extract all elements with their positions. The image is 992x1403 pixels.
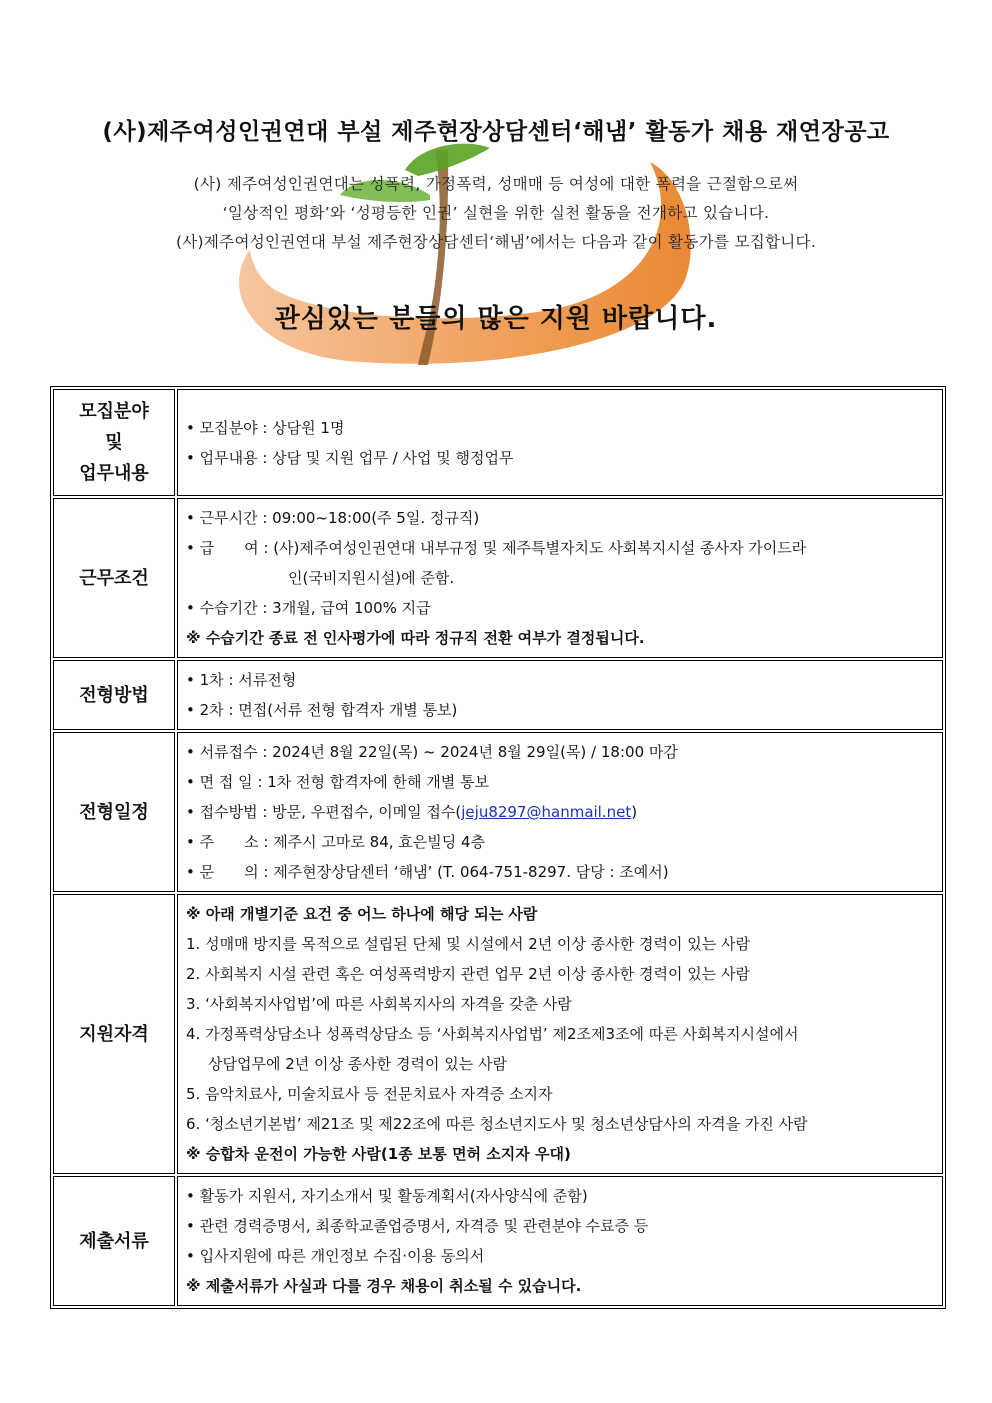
row-header-schedule: 전형일정 xyxy=(53,732,175,892)
header-line: 및 xyxy=(105,432,123,453)
table-row-method xyxy=(53,660,943,730)
list-item: • 근무시간 : 09:00~18:00(주 5일. 정규직) xyxy=(186,503,934,533)
list-item: • 모집분야 : 상담원 1명 xyxy=(186,413,934,443)
list-item-continuation: 인(국비지원시설)에 준함. xyxy=(288,569,455,587)
notice-text: ※ 제출서류가 사실과 다를 경우 채용이 취소될 수 있습니다. xyxy=(186,1277,582,1295)
email-link[interactable]: jeju8297@hanmail.net xyxy=(461,803,632,821)
table-row-documents xyxy=(53,1176,943,1306)
table-row-conditions xyxy=(53,498,943,658)
list-item xyxy=(186,797,934,827)
list-item: 6. ‘청소년기본법’ 제21조 및 제22조에 따른 청소년지도사 및 청소년상담사의 자격을 가진 사람 xyxy=(186,1115,808,1133)
list-item: • 주 소 : 제주시 고마로 84, 효은빌딩 4층 xyxy=(186,827,934,857)
headline: 관심있는 분들의 많은 지원 바랍니다. xyxy=(274,304,718,334)
list-item: • 수습기간 : 3개월, 급여 100% 지급 xyxy=(186,593,934,623)
intro-line: (사)제주여성인권연대 부설 제주현장상담센터‘해냄’에서는 다음과 같이 활동가를 모집합니다. xyxy=(175,233,817,251)
table-row-recruit xyxy=(53,389,943,496)
list-item: 4. 가정폭력상담소나 성폭력상담소 등 ‘사회복지사업법’ 제2조제3조에 따른 사회복지시설에서 xyxy=(186,1025,799,1043)
document-title: (사)제주여성인권연대 부설 제주현장상담센터‘해냄’ 활동가 채용 재연장공고 xyxy=(102,119,890,145)
row-body-documents xyxy=(177,1176,943,1306)
apply-method-suffix: ) xyxy=(631,803,638,821)
row-body-method xyxy=(177,660,943,730)
intro-text xyxy=(0,170,992,257)
row-header-recruit xyxy=(53,389,175,496)
apply-method-text: 접수방법 : 방문, 우편접수, 이메일 접수( xyxy=(199,803,462,821)
list-item: 3. ‘사회복지사업법’에 따른 사회복지사의 자격을 갖춘 사람 xyxy=(186,995,572,1013)
row-body-schedule xyxy=(177,732,943,892)
header-line: 업무내용 xyxy=(79,463,149,484)
list-item: • 관련 경력증명서, 최종학교졸업증명서, 자격증 및 관련분야 수료증 등 xyxy=(186,1211,934,1241)
list-item: • 업무내용 : 상담 및 지원 업무 / 사업 및 행정업무 xyxy=(186,443,934,473)
list-item: 1. 성매매 방지를 목적으로 설립된 단체 및 시설에서 2년 이상 종사한 경력이 있는 사람 xyxy=(186,935,751,953)
list-item: • 급 여 : (사)제주여성인권연대 내부규정 및 제주특별자치도 사회복지시설 종사자 가이드라 xyxy=(186,533,934,563)
row-header-documents: 제출서류 xyxy=(53,1176,175,1306)
list-item: • 면 접 일 : 1차 전형 합격자에 한해 개별 통보 xyxy=(186,767,934,797)
notice-text: ※ 아래 개별기준 요건 중 어느 하나에 해당 되는 사람 xyxy=(186,905,538,923)
table-row-schedule xyxy=(53,732,943,892)
list-item: • 활동가 지원서, 자기소개서 및 활동계획서(자사양식에 준함) xyxy=(186,1181,934,1211)
list-item: • 1차 : 서류전형 xyxy=(186,665,934,695)
list-item: 5. 음악치료사, 미술치료사 등 전문치료사 자격증 소지자 xyxy=(186,1085,553,1103)
row-body-qualifications xyxy=(177,894,943,1174)
list-item-continuation: 상담업무에 2년 이상 종사한 경력이 있는 사람 xyxy=(208,1055,507,1073)
list-item: • 서류접수 : 2024년 8월 22일(목) ~ 2024년 8월 29일(목) / 18:00 마감 xyxy=(186,737,934,767)
intro-line: (사) 제주여성인권연대는 성폭력, 가정폭력, 성매매 등 여성에 대한 폭력을 근절함으로써 xyxy=(193,175,799,193)
table-row-qualifications xyxy=(53,894,943,1174)
header-line: 모집분야 xyxy=(79,401,149,422)
list-item: • 문 의 : 제주현장상담센터 ‘해냄’ (T. 064-751-8297. 담당 : 조예서) xyxy=(186,857,934,887)
recruitment-table xyxy=(50,386,946,1309)
list-item: 2. 사회복지 시설 관련 혹은 여성폭력방지 관련 업무 2년 이상 종사한 경력이 있는 사람 xyxy=(186,965,751,983)
list-item: • 입사지원에 따른 개인정보 수집·이용 동의서 xyxy=(186,1241,934,1271)
intro-line: ‘일상적인 평화’와 ‘성평등한 인권’ 실현을 위한 실천 활동을 전개하고 있습니다. xyxy=(222,204,770,222)
row-header-conditions: 근무조건 xyxy=(53,498,175,658)
row-body-recruit xyxy=(177,389,943,496)
row-body-conditions xyxy=(177,498,943,658)
notice-text: ※ 수습기간 종료 전 인사평가에 따라 정규직 전환 여부가 결정됩니다. xyxy=(186,629,645,647)
row-header-qualifications: 지원자격 xyxy=(53,894,175,1174)
notice-text: ※ 승합차 운전이 가능한 사람(1종 보통 면허 소지자 우대) xyxy=(186,1145,571,1163)
list-item: • 2차 : 면접(서류 전형 합격자 개별 통보) xyxy=(186,695,934,725)
row-header-method: 전형방법 xyxy=(53,660,175,730)
